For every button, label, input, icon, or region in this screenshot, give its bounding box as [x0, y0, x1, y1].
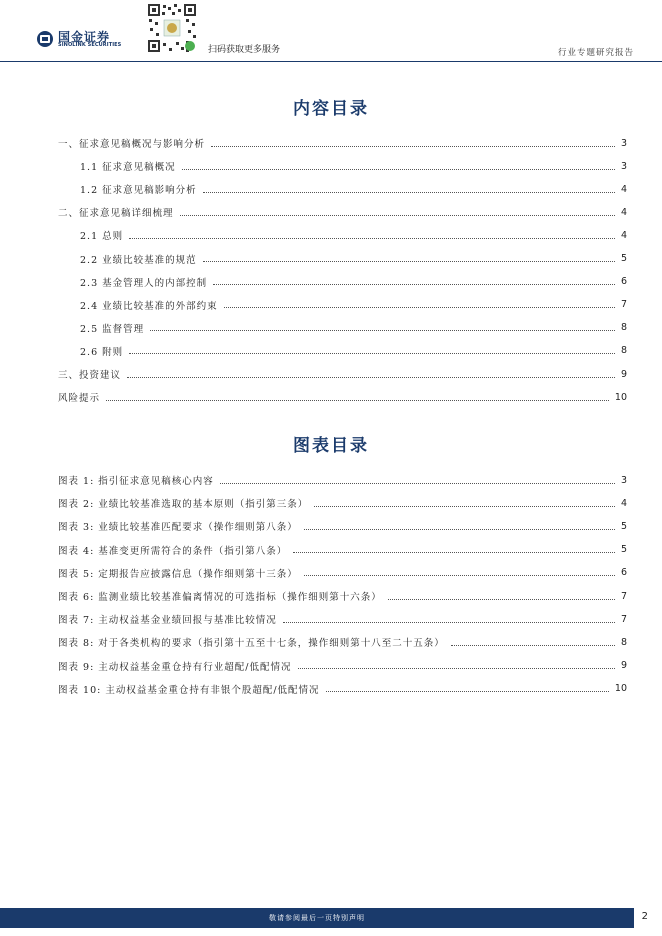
- toc-entry[interactable]: [80, 252, 627, 266]
- toc-entry[interactable]: [80, 228, 627, 242]
- toc-entry-label: 1.2 征求意见稿影响分析: [80, 185, 197, 197]
- toc-leader-dots: [213, 284, 615, 285]
- figure-entry[interactable]: [58, 566, 627, 580]
- figure-leader-dots: [304, 529, 615, 530]
- toc-entry-page: 4: [620, 206, 627, 218]
- figure-entry-label: 图表 1: 指引征求意见稿核心内容: [58, 476, 214, 487]
- figures-title: 图表目录: [293, 436, 369, 456]
- figure-leader-dots: [388, 599, 615, 600]
- scan-for-services-text: 扫码获取更多服务: [208, 45, 281, 55]
- toc-entry[interactable]: [58, 390, 627, 404]
- toc-leader-dots: [203, 192, 615, 193]
- toc-entry-label: 2.2 业绩比较基准的规范: [80, 254, 197, 266]
- figure-entry-page: 3: [620, 474, 627, 486]
- toc-entry-page: 10: [614, 391, 627, 403]
- toc-leader-dots: [224, 307, 615, 308]
- toc-leader-dots: [182, 169, 615, 170]
- toc-entry-page: 3: [620, 160, 627, 172]
- figure-leader-dots: [326, 691, 609, 692]
- figure-entry-label: 图表 3: 业绩比较基准匹配要求（操作细则第八条）: [58, 522, 298, 534]
- figure-entry[interactable]: [58, 612, 627, 626]
- toc-entry-label: 二、征求意见稿详细梳理: [58, 208, 174, 220]
- sinolink-logo: [36, 28, 136, 50]
- figure-entry[interactable]: [58, 682, 627, 696]
- figure-entry-page: 7: [620, 613, 627, 625]
- toc-leader-dots: [127, 377, 615, 378]
- toc-entry[interactable]: [80, 159, 627, 173]
- toc-entry[interactable]: [80, 344, 627, 358]
- toc-entry-page: 8: [620, 345, 627, 357]
- figure-entry-page: 4: [620, 497, 627, 509]
- sinolink-logo-icon: [36, 30, 54, 48]
- toc-leader-dots: [129, 353, 615, 354]
- toc-entry-label: 2.1 总则: [80, 231, 124, 243]
- figure-leader-dots: [220, 483, 615, 484]
- figure-entry-label: 图表 10: 主动权益基金重仓持有非银个股超配/低配情况: [58, 684, 320, 696]
- header-divider: [0, 61, 662, 62]
- toc-entry-page: 3: [620, 137, 627, 149]
- toc-leader-dots: [211, 146, 615, 147]
- toc-entry[interactable]: [80, 298, 627, 312]
- toc-entry-label: 2.3 基金管理人的内部控制: [80, 277, 208, 289]
- toc-entry[interactable]: [80, 275, 627, 289]
- figure-leader-dots: [451, 645, 615, 646]
- logo-text-cn: 国金证券: [58, 30, 111, 44]
- toc-entry-label: 1.1 征求意见稿概况: [80, 162, 176, 174]
- figure-entry-page: 5: [620, 544, 627, 556]
- footer-bar: [0, 908, 634, 928]
- toc-entry-page: 6: [620, 276, 627, 288]
- toc-entry-label: 一、征求意见稿概况与影响分析: [58, 139, 206, 150]
- toc-entry[interactable]: [80, 182, 627, 196]
- figure-leader-dots: [293, 552, 615, 553]
- qr-code-icon: [146, 2, 198, 54]
- toc-entry-page: 4: [620, 183, 627, 195]
- toc-leader-dots: [203, 261, 615, 262]
- figure-entry-label: 图表 9: 主动权益基金重仓持有行业超配/低配情况: [58, 661, 292, 673]
- figure-entry-label: 图表 6: 监测业绩比较基准偏离情况的可选指标（操作细则第十六条）: [58, 592, 382, 603]
- figure-leader-dots: [283, 622, 615, 623]
- footer-disclaimer: 敬请参阅最后一页特别声明: [269, 914, 365, 922]
- figure-entry-page: 9: [620, 660, 627, 672]
- toc-leader-dots: [150, 330, 615, 331]
- figure-leader-dots: [314, 506, 615, 507]
- toc-entry-page: 5: [620, 253, 627, 264]
- figure-entry[interactable]: [58, 635, 627, 649]
- figure-entry[interactable]: [58, 496, 627, 510]
- toc-leader-dots: [129, 238, 615, 239]
- toc-entry-label: 风险提示: [58, 393, 101, 405]
- page-number: 2: [641, 911, 648, 922]
- figure-entry-label: 图表 5: 定期报告应披露信息（操作细则第十三条）: [58, 568, 298, 580]
- figure-leader-dots: [298, 668, 615, 669]
- toc-entry-page: 7: [620, 299, 627, 311]
- figure-entry-label: 图表 4: 基准变更所需符合的条件（指引第八条）: [58, 545, 288, 557]
- figure-entry-label: 图表 2: 业绩比较基准选取的基本原则（指引第三条）: [58, 499, 309, 511]
- figure-leader-dots: [304, 575, 615, 576]
- toc-entry-label: 2.5 监督管理: [80, 323, 145, 335]
- figure-entry[interactable]: [58, 519, 627, 533]
- toc-entry-label: 三、投资建议: [58, 370, 122, 381]
- toc-leader-dots: [106, 400, 609, 401]
- toc-entry-page: 4: [620, 229, 627, 241]
- toc-entry[interactable]: [80, 321, 627, 335]
- toc-entry[interactable]: [58, 367, 627, 381]
- figure-entry[interactable]: [58, 659, 627, 673]
- figure-entry-page: 10: [614, 683, 627, 695]
- figure-entry-page: 5: [620, 520, 627, 532]
- logo-text-en: SINOLINK SECURITIES: [58, 42, 122, 48]
- toc-entry-label: 2.4 业绩比较基准的外部约束: [80, 300, 218, 312]
- figure-entry-page: 7: [620, 590, 627, 602]
- toc-title: 内容目录: [293, 99, 369, 119]
- figure-entry-label: 图表 8: 对于各类机构的要求（指引第十五至十七条，操作细则第十八至二十五条）: [58, 638, 445, 650]
- figure-entry[interactable]: [58, 543, 627, 557]
- figure-entry[interactable]: [58, 589, 627, 603]
- toc-entry[interactable]: [58, 205, 627, 219]
- toc-entry-page: 8: [620, 322, 627, 334]
- page-header: [0, 0, 662, 66]
- figure-entry[interactable]: [58, 473, 627, 487]
- figure-entry-page: 8: [620, 636, 627, 648]
- toc-leader-dots: [180, 215, 615, 216]
- report-type-label: 行业专题研究报告: [557, 48, 634, 58]
- toc-entry-label: 2.6 附则: [80, 346, 124, 358]
- figure-entry-label: 图表 7: 主动权益基金业绩回报与基准比较情况: [58, 615, 277, 627]
- toc-entry-page: 9: [620, 368, 627, 380]
- figure-entry-page: 6: [620, 567, 627, 579]
- toc-entry[interactable]: [58, 136, 627, 150]
